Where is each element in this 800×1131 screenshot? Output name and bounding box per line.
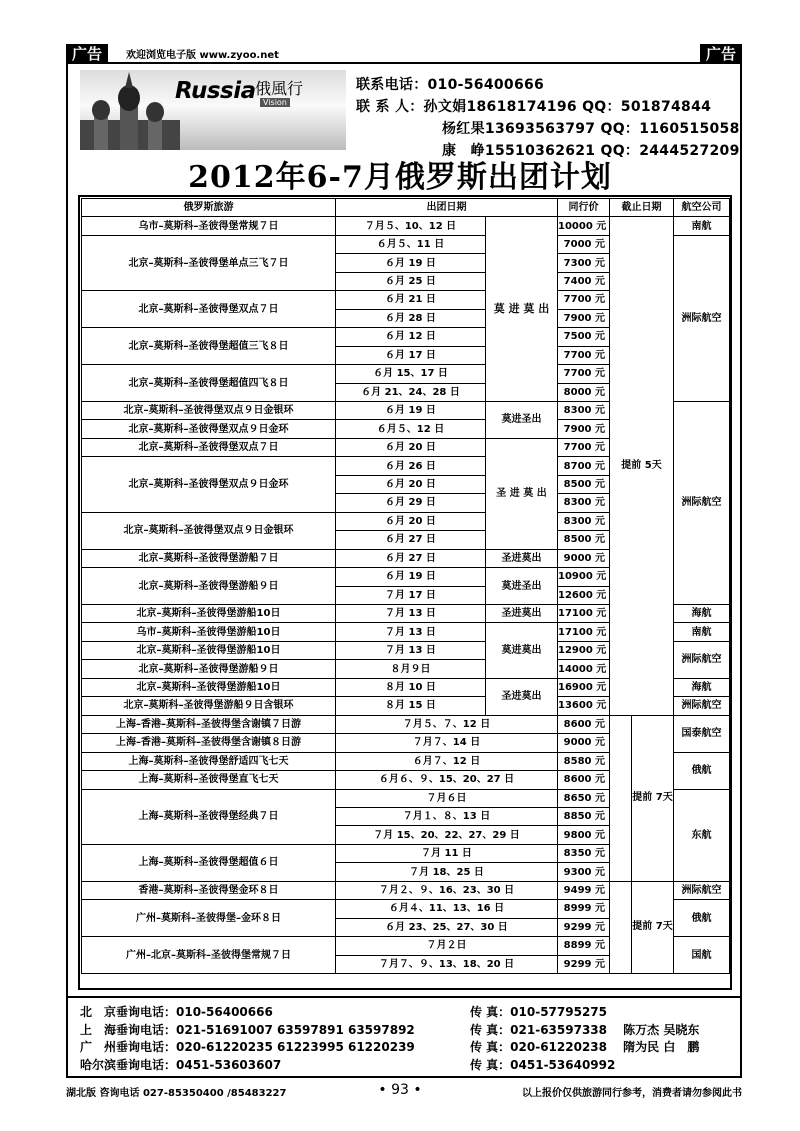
route-cell: 北京–莫斯科–圣彼得堡游船９日含银环 (82, 697, 336, 715)
branch-phone: 上 海垂询电话：021-51691007 63597891 63597892 (80, 1022, 415, 1037)
th-route: 俄罗斯旅游 (82, 199, 336, 217)
airline-cell: 国泰航空 (674, 715, 730, 752)
date-cell: ６月 21 日 (336, 291, 486, 309)
date-cell: ７月１、８、13 日 (336, 807, 558, 825)
price-cell: 9300 元 (558, 863, 610, 881)
contact-separator (66, 996, 742, 998)
date-cell: ６月 28 日 (336, 309, 486, 327)
route-cell: 北京–莫斯科–圣彼得堡单点三飞７日 (82, 235, 336, 290)
price-cell: 8500 元 (558, 475, 610, 493)
price-cell: 17100 元 (558, 623, 610, 641)
date-cell: ６月 20 日 (336, 438, 486, 456)
price-cell: 10900 元 (558, 568, 610, 586)
contact-phone: 联系电话：010-56400666 (356, 77, 545, 93)
branch-row-harbin (80, 1057, 740, 1075)
date-cell: ７月２、９、16、23、30 日 (336, 881, 558, 899)
table-row (82, 217, 730, 235)
price-cell: 7500 元 (558, 328, 610, 346)
airline-cell: 洲际航空 (674, 881, 730, 899)
price-cell: 17100 元 (558, 604, 610, 622)
airline-cell: 洲际航空 (674, 401, 730, 604)
date-cell: ７月５、10、12 日 (336, 217, 486, 235)
date-cell: ６月４、11、13、16 日 (336, 900, 558, 918)
branch-phone: 哈尔滨垂询电话：0451-53603607 (80, 1057, 282, 1072)
table-row (82, 881, 730, 899)
route-cell: 上海–香港–莫斯科–圣彼得堡含谢镇８日游 (82, 734, 336, 752)
contact-block (356, 74, 740, 162)
schedule-table (81, 198, 730, 974)
route-cell: 广州–北京–莫斯科–圣彼得堡常规７日 (82, 937, 336, 974)
airline-cell: 南航 (674, 623, 730, 641)
route-cell: 乌市–莫斯科–圣彼得堡游船10日 (82, 623, 336, 641)
airline-cell: 南航 (674, 217, 730, 235)
airline-cell: 俄航 (674, 752, 730, 789)
deadline-cell: 提前 5天 (610, 217, 674, 715)
date-cell: ６月 26 日 (336, 457, 486, 475)
branch-phone: 北 京垂询电话：010-56400666 (80, 1005, 273, 1019)
footer-edition: 湖北版 咨询电话 027-85350400 /85483227 (66, 1088, 287, 1099)
price-cell: 7700 元 (558, 291, 610, 309)
route-cell: 上海–莫斯科–圣彼得堡超值６日 (82, 844, 336, 881)
date-cell: ６月７、12 日 (336, 752, 558, 770)
branch-fax: 传 真：0451-53640992 (470, 1057, 616, 1072)
route-cell: 北京–莫斯科–圣彼得堡游船９日 (82, 660, 336, 678)
price-cell: 7700 元 (558, 346, 610, 364)
route-cell: 北京–莫斯科–圣彼得堡超值四飞８日 (82, 365, 336, 402)
kremlin-domes-icon (80, 70, 180, 150)
note-cell: 圣进莫出 (486, 604, 558, 622)
date-cell: ６月 12 日 (336, 328, 486, 346)
site-url[interactable]: 欢迎浏览电子版 www.zyoo.net (126, 50, 279, 61)
th-airline: 航空公司 (674, 199, 730, 217)
price-cell: 16900 元 (558, 678, 610, 696)
price-cell: 12900 元 (558, 641, 610, 659)
th-date: 出团日期 (336, 199, 558, 217)
branch-row-shanghai (80, 1022, 740, 1040)
price-cell: 7700 元 (558, 438, 610, 456)
price-cell: 9800 元 (558, 826, 610, 844)
branch-fax: 传 真：021-63597338 陈万杰 吴晓东 (470, 1022, 700, 1037)
route-cell: 北京–莫斯科–圣彼得堡双点９日金环 (82, 420, 336, 438)
price-cell: 8600 元 (558, 715, 610, 733)
price-cell: 8700 元 (558, 457, 610, 475)
price-cell: 8899 元 (558, 937, 610, 955)
note-cell: 圣进莫出 (486, 549, 558, 567)
date-cell: ７月 18、25 日 (336, 863, 558, 881)
airline-cell: 俄航 (674, 900, 730, 937)
date-cell: ６月 20 日 (336, 512, 486, 530)
date-cell: ７月６日 (336, 789, 558, 807)
table-header-row (82, 199, 730, 217)
deadline-cell: 提前 7天 (632, 881, 674, 973)
price-cell: 8300 元 (558, 494, 610, 512)
deadline-cell: 提前 7天 (632, 715, 674, 881)
route-cell: 北京–莫斯科–圣彼得堡游船９日 (82, 568, 336, 605)
date-cell: ６月 19 日 (336, 254, 486, 272)
route-cell: 北京–莫斯科–圣彼得堡双点９日金银环 (82, 512, 336, 549)
date-cell: ６月 19 日 (336, 568, 486, 586)
note-cell: 莫进莫出 (486, 623, 558, 678)
ad-label-left: 广告 (66, 44, 108, 64)
route-cell: 广州–莫斯科–圣彼得堡–金环８日 (82, 900, 336, 937)
date-cell: ６月 15、17 日 (336, 365, 486, 383)
route-cell: 北京–莫斯科–圣彼得堡双点９日金环 (82, 457, 336, 512)
contact-person-1: 联 系 人：孙文娟18618174196 QQ：501874844 (356, 99, 712, 115)
price-cell: 9000 元 (558, 549, 610, 567)
price-cell: 13600 元 (558, 697, 610, 715)
date-cell: ６月 29 日 (336, 494, 486, 512)
branch-phone: 广 州垂询电话：020-61220235 61223995 61220239 (80, 1040, 415, 1054)
ad-label-right: 广告 (700, 44, 742, 64)
branch-fax: 传 真：010-57795275 (470, 1005, 608, 1019)
date-cell: ６月５、12 日 (336, 420, 486, 438)
th-deadline: 截止日期 (610, 199, 674, 217)
note-cell: 圣 进 莫 出 (486, 438, 558, 549)
price-cell: 8580 元 (558, 752, 610, 770)
price-cell: 9299 元 (558, 918, 610, 936)
date-cell: ７月 13 日 (336, 604, 486, 622)
price-cell: 9000 元 (558, 734, 610, 752)
route-cell: 上海–香港–莫斯科–圣彼得堡含谢镇７日游 (82, 715, 336, 733)
airline-cell: 国航 (674, 937, 730, 974)
branch-row-beijing (80, 1004, 740, 1022)
price-cell: 7000 元 (558, 235, 610, 253)
price-cell: 8600 元 (558, 771, 610, 789)
price-cell: 9299 元 (558, 955, 610, 973)
route-cell: 北京–莫斯科–圣彼得堡游船10日 (82, 604, 336, 622)
airline-cell: 海航 (674, 678, 730, 696)
date-cell: ７月２日 (336, 937, 558, 955)
date-cell: ６月 27 日 (336, 549, 486, 567)
price-cell: 7300 元 (558, 254, 610, 272)
route-cell: 上海–莫斯科–圣彼得堡经典７日 (82, 789, 336, 844)
date-cell: ６月 20 日 (336, 475, 486, 493)
price-cell: 8300 元 (558, 401, 610, 419)
price-cell: 12600 元 (558, 586, 610, 604)
airline-cell: 东航 (674, 789, 730, 881)
branch-fax: 传 真：020-61220238 隋为民 白 鹏 (470, 1040, 700, 1054)
route-cell: 上海–莫斯科–圣彼得堡直飞七天 (82, 771, 336, 789)
airline-cell: 洲际航空 (674, 641, 730, 678)
date-cell: ７月 11 日 (336, 844, 558, 862)
date-cell: ６月 27 日 (336, 531, 486, 549)
date-cell: ６月 19 日 (336, 401, 486, 419)
date-cell: ６月 21、24、28 日 (336, 383, 486, 401)
price-cell: 14000 元 (558, 660, 610, 678)
date-cell: ７月７、９、13、18、20 日 (336, 955, 558, 973)
route-cell: 乌市–莫斯科–圣彼得堡常规７日 (82, 217, 336, 235)
price-cell: 7900 元 (558, 309, 610, 327)
logo-brand: Russia (175, 78, 256, 104)
price-cell: 7700 元 (558, 365, 610, 383)
airline-cell: 海航 (674, 604, 730, 622)
price-cell: 8350 元 (558, 844, 610, 862)
page-number: • 93 • (378, 1082, 422, 1098)
note-cell: 莫 进 莫 出 (486, 217, 558, 402)
date-cell: ８月 15 日 (336, 697, 486, 715)
price-cell: 7900 元 (558, 420, 610, 438)
th-price: 同行价 (558, 199, 610, 217)
route-cell: 北京–莫斯科–圣彼得堡超值三飞８日 (82, 328, 336, 365)
date-cell: ６月５、11 日 (336, 235, 486, 253)
russia-vision-logo (80, 70, 346, 150)
route-cell: 上海–莫斯科–圣彼得堡舒适四飞七天 (82, 752, 336, 770)
contact-person-3: 康 峥15510362621 QQ：2444527209 (442, 143, 740, 159)
date-cell: ６月 17 日 (336, 346, 486, 364)
price-cell: 8500 元 (558, 531, 610, 549)
date-cell: ７月 15、20、22、27、29 日 (336, 826, 558, 844)
date-cell: ８月９日 (336, 660, 486, 678)
date-cell: ７月 13 日 (336, 641, 486, 659)
price-cell: 8999 元 (558, 900, 610, 918)
logo-cn: 俄風行 (255, 79, 304, 98)
price-cell: 8300 元 (558, 512, 610, 530)
date-cell: ８月 10 日 (336, 678, 486, 696)
table-row (82, 715, 730, 733)
price-cell: 8650 元 (558, 789, 610, 807)
note-cell: 莫进圣出 (486, 568, 558, 605)
branch-phones (80, 1004, 740, 1074)
note-cell: 莫进圣出 (486, 401, 558, 438)
page-title: 2012年6-7月俄罗斯出团计划 (188, 160, 612, 195)
price-cell: 10000 元 (558, 217, 610, 235)
date-cell: ６月６、９、15、20、27 日 (336, 771, 558, 789)
airline-cell: 洲际航空 (674, 235, 730, 401)
date-cell: ６月 25 日 (336, 272, 486, 290)
airline-cell: 洲际航空 (674, 697, 730, 715)
route-cell: 北京–莫斯科–圣彼得堡游船７日 (82, 549, 336, 567)
date-cell: ６月 23、25、27、30 日 (336, 918, 558, 936)
logo-sub: Vision (260, 98, 290, 107)
route-cell: 北京–莫斯科–圣彼得堡游船10日 (82, 641, 336, 659)
price-cell: 8850 元 (558, 807, 610, 825)
route-cell: 香港–莫斯科–圣彼得堡金环８日 (82, 881, 336, 899)
date-cell: ７月５、７、12 日 (336, 715, 558, 733)
date-cell: ７月 17 日 (336, 586, 486, 604)
price-cell: 8000 元 (558, 383, 610, 401)
note-cell: 圣进莫出 (486, 678, 558, 715)
route-cell: 北京–莫斯科–圣彼得堡双点７日 (82, 438, 336, 456)
price-cell: 9499 元 (558, 881, 610, 899)
branch-row-guangzhou (80, 1039, 740, 1057)
price-cell: 7400 元 (558, 272, 610, 290)
route-cell: 北京–莫斯科–圣彼得堡双点７日 (82, 291, 336, 328)
route-cell: 北京–莫斯科–圣彼得堡双点９日金银环 (82, 401, 336, 419)
route-cell: 北京–莫斯科–圣彼得堡游船10日 (82, 678, 336, 696)
contact-person-2: 杨红果13693563797 QQ：1160515058 (442, 121, 740, 137)
date-cell: ７月 13 日 (336, 623, 486, 641)
date-cell: ７月７、14 日 (336, 734, 558, 752)
footer-disclaimer: 以上报价仅供旅游同行参考，消费者请勿参阅此书 (522, 1088, 742, 1099)
